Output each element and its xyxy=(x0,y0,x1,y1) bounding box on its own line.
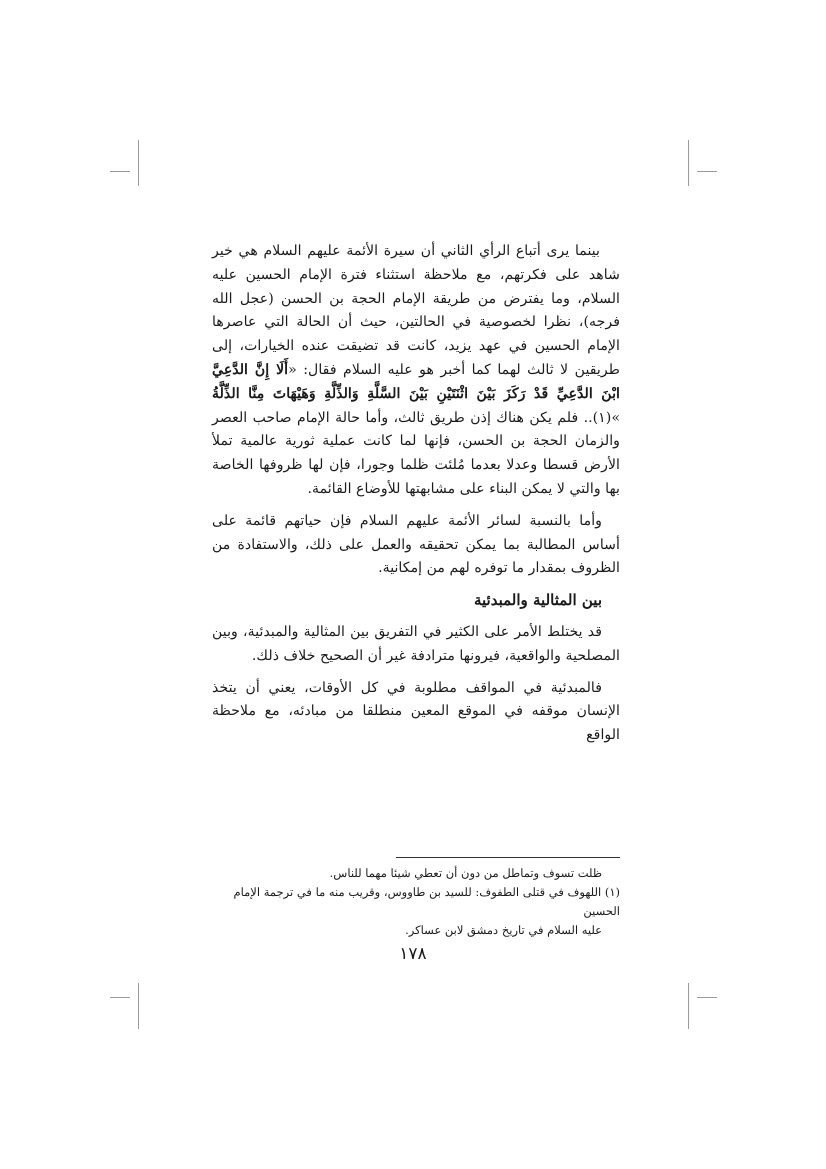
crop-mark xyxy=(110,997,130,998)
crop-mark xyxy=(697,171,717,172)
footnotes xyxy=(212,864,620,940)
page-number: ١٧٨ xyxy=(399,944,427,964)
paragraph-3: قد يختلط الأمر على الكثير في التفريق بين المثالية والمبدئية، وبين المصلحية والواقعية، فيرونها مترادفة غير أن الصحيح خلاف ذلك. xyxy=(212,623,620,664)
crop-mark xyxy=(138,983,139,1029)
crop-mark xyxy=(688,983,689,1029)
crop-mark xyxy=(110,171,130,172)
paragraph-1-rest: .. فلم يكن هناك إذن طريق ثالث، وأما حالة الإمام صاحب العصر والزمان الحجة بن الحسن، فإنها لما كانت عملية ثورية عالمية تملأ الأرض قسطا وعدلا بعدما مُلئت ظلما وجورا، فإن لها ظروفها الخاصة بها والتي لا يمكن البناء على مشابهتها للأوضاع القائمة. xyxy=(212,409,620,497)
paragraph-2: وأما بالنسبة لسائر الأئمة عليهم السلام فإن حياتهم قائمة على أساس المطالبة بما يمكن تحقيقه والعمل على ذلك، والاستفادة من الظروف بمقدار ما توفره لهم من إمكانية. xyxy=(212,512,620,577)
paragraph-4: فالمبدئية في المواقف مطلوبة في كل الأوقات، يعني أن يتخذ الإنسان موقفه في الموقع المعين منطلقا من مبادئه، مع ملاحظة الواقع xyxy=(212,679,620,744)
footnote-continuation: ظلت تسوف وتماطل من دون أن تعطي شيئا مهما للناس. xyxy=(329,866,602,880)
main-text xyxy=(212,240,620,756)
crop-mark xyxy=(688,140,689,186)
footnote-1: (١) اللهوف في قتلى الطفوف: للسيد بن طاووس، وقريب منه ما في ترجمة الإمام الحسين xyxy=(233,885,620,918)
quote: أَلَا إِنَّ الدَّعِيَّ ابْنَ الدَّعِيِّ قَدْ رَكَزَ بَيْنَ اثْنَتَيْنِ بَيْنَ السَّلَّةِ وَالذِّلَّةِ وَهَيْهَاتَ مِنَّا الذِّلَّةُ xyxy=(212,361,620,402)
footnote-1-continuation: عليه السلام في تاريخ دمشق لابن عساكر. xyxy=(405,923,602,937)
crop-mark xyxy=(697,997,717,998)
section-heading: بين المثالية والمبدئية xyxy=(473,591,602,610)
paragraph-1-text: بينما يرى أتباع الرأي الثاني أن سيرة الأئمة عليهم السلام هي خير شاهد على فكرتهم، مع ملاحظة استثناء فترة الإمام الحسين عليه السلام، وما يفترض من طريقة الإمام الحجة بن الحسن (عجل الله فرجه)، نظرا لخصوصية في الحالتين، حيث أن الحالة التي عاصرها الإمام الحسين في عهد يزيد، كانت قد تضيقت عنده الخيارات، إلى طريقين لا ثالث لهما كما أخبر هو عليه السلام فقال: « xyxy=(212,243,620,378)
footnote-marker: »(١) xyxy=(592,409,620,426)
crop-mark xyxy=(138,140,139,186)
footnote-divider xyxy=(396,857,620,858)
paragraph-1 xyxy=(212,240,620,502)
